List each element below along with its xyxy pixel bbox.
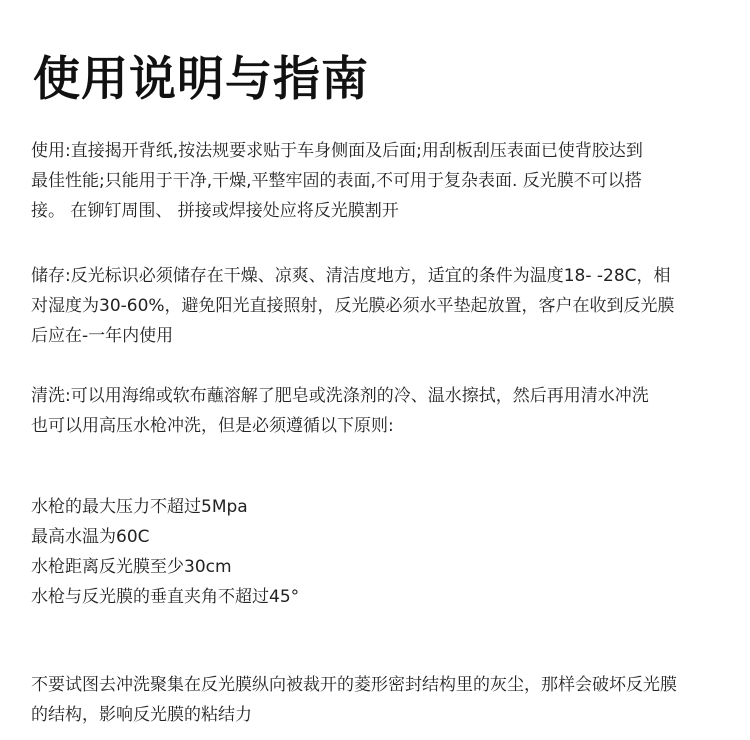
usage-line-3: 接。 在铆钉周围、 拼接或焊接处应将反光膜割开 xyxy=(31,201,399,221)
principle-item-pressure: 水枪的最大压力不超过5Mpa xyxy=(31,497,248,517)
principle-item-angle: 水枪与反光膜的垂直夹角不超过45° xyxy=(31,587,300,607)
storage-line-3: 后应在-一年内使用 xyxy=(31,326,174,346)
warning-line-2: 的结构，影响反光膜的粘结力 xyxy=(31,705,252,725)
principle-item-temperature: 最高水温为60C xyxy=(31,527,150,547)
usage-line-2: 最佳性能;只能用于干净,干燥,平整牢固的表面,不可用于复杂表面. 反光膜不可以搭 xyxy=(31,171,642,191)
storage-line-2: 对湿度为30-60%，避免阳光直接照射，反光膜必须水平垫起放置，客户在收到反光膜 xyxy=(31,296,675,316)
cleaning-line-1: 清洗:可以用海绵或软布蘸溶解了肥皂或洗涤剂的冷、温水擦拭，然后再用清水冲洗 xyxy=(31,386,649,406)
warning-line-1: 不要试图去冲洗聚集在反光膜纵向被裁开的菱形密封结构里的灰尘，那样会破坏反光膜 xyxy=(31,675,677,695)
storage-line-1: 储存:反光标识必须储存在干燥、凉爽、清洁度地方，适宜的条件为温度18- -28C，相 xyxy=(31,266,671,286)
principle-item-distance: 水枪距离反光膜至少30cm xyxy=(31,557,232,577)
cleaning-line-2: 也可以用高压水枪冲洗，但是必须遵循以下原则: xyxy=(31,416,394,436)
usage-line-1: 使用:直接揭开背纸,按法规要求贴于车身侧面及后面;用刮板刮压表面已使背胶达到 xyxy=(31,141,643,161)
page-title: 使用说明与指南 xyxy=(33,52,369,107)
